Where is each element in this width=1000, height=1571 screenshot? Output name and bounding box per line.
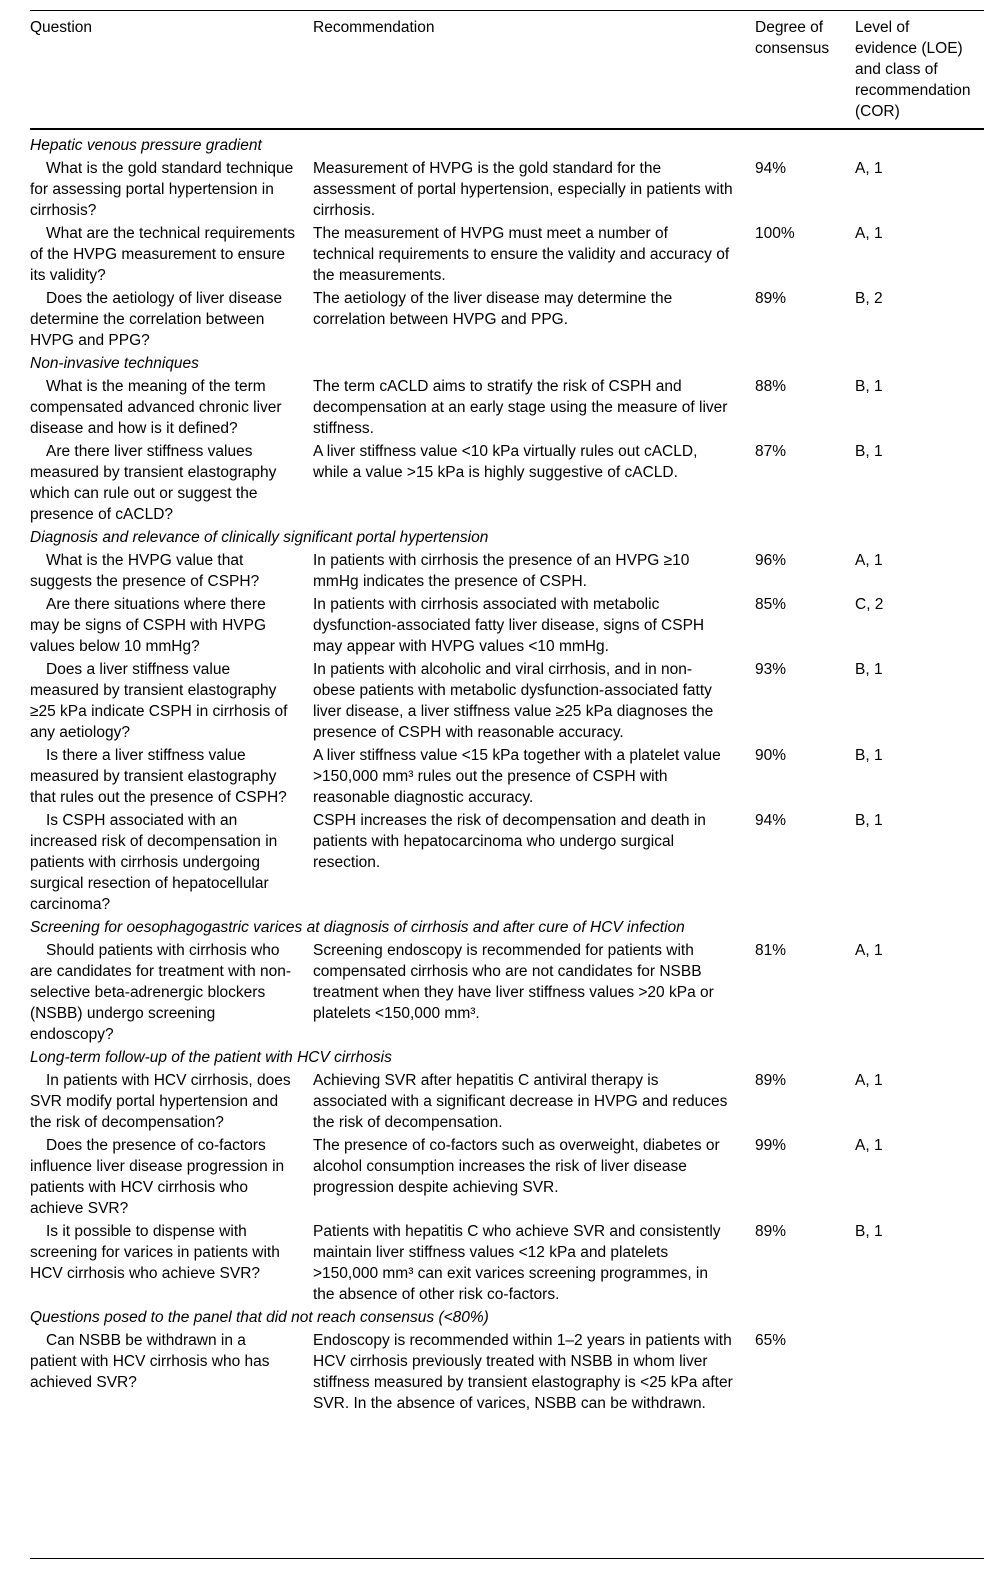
question-cell: Is it possible to dispense with screening for varices in patients with HCV cirrhosis who achieve SVR? <box>30 1223 280 1282</box>
recommendation-cell: In patients with cirrhosis the presence of an HVPG ≥10 mmHg indicates the presence of CSPH. <box>313 552 690 590</box>
table-row <box>30 1330 984 1414</box>
loe-cor-cell: A, 1 <box>855 225 883 242</box>
column-header-consensus: Degree of consensus <box>755 19 830 57</box>
question-cell: Can NSBB be withdrawn in a patient with HCV cirrhosis who has achieved SVR? <box>30 1332 270 1391</box>
loe-cor-cell: A, 1 <box>855 552 883 569</box>
question-cell: Are there situations where there may be signs of CSPH with HVPG values below 10 mmHg? <box>30 596 267 655</box>
loe-cor-cell: B, 1 <box>855 1223 883 1240</box>
consensus-table <box>30 10 984 1559</box>
loe-cor-cell: B, 1 <box>855 812 883 829</box>
table-row <box>30 940 984 1045</box>
consensus-cell: 93% <box>755 661 787 678</box>
consensus-cell: 94% <box>755 160 787 177</box>
table-row <box>30 1070 984 1133</box>
table-row <box>30 288 984 351</box>
loe-cor-cell: A, 1 <box>855 160 883 177</box>
table-row <box>30 659 984 743</box>
recommendation-cell: The measurement of HVPG must meet a number of technical requirements to ensure the validity and accuracy of the measurements. <box>313 225 730 284</box>
loe-cor-cell: B, 2 <box>855 290 883 307</box>
consensus-cell: 89% <box>755 1072 787 1089</box>
table-row <box>30 1221 984 1305</box>
section-header: Non-invasive techniques <box>30 355 199 372</box>
question-cell: Does the presence of co-factors influence liver disease progression in patients with HCV cirrhosis who achieve SVR? <box>30 1137 285 1217</box>
consensus-cell: 65% <box>755 1332 787 1349</box>
recommendation-cell: In patients with cirrhosis associated with metabolic dysfunction-associated fatty liver disease, signs of CSPH may appear with HVPG values <10 mmHg. <box>313 596 705 655</box>
table-row <box>30 745 984 808</box>
loe-cor-cell: C, 2 <box>855 596 884 613</box>
consensus-cell: 88% <box>755 378 787 395</box>
consensus-cell: 100% <box>755 225 795 242</box>
table-row <box>30 594 984 657</box>
recommendation-cell: Patients with hepatitis C who achieve SVR and consistently maintain liver stiffness values <12 kPa and platelets >150,000 mm³ can exit varices screening programmes, in the absence of other risk co-factors. <box>313 1223 721 1303</box>
recommendation-cell: The presence of co-factors such as overweight, diabetes or alcohol consumption increases the risk of liver disease progression despite achieving SVR. <box>313 1137 720 1196</box>
loe-cor-cell <box>855 1330 984 1414</box>
table-header-row <box>30 11 984 130</box>
recommendation-cell: A liver stiffness value <10 kPa virtually rules out cACLD, while a value >15 kPa is highly suggestive of cACLD. <box>313 443 698 481</box>
question-cell: Is CSPH associated with an increased risk of decompensation in patients with cirrhosis undergoing surgical resection of hepatocellular carcinoma? <box>30 812 278 913</box>
consensus-cell: 89% <box>755 1223 787 1240</box>
table-row <box>30 550 984 592</box>
column-header-recommendation: Recommendation <box>313 19 435 36</box>
question-cell: In patients with HCV cirrhosis, does SVR modify portal hypertension and the risk of decompensation? <box>30 1072 291 1131</box>
recommendation-cell: Measurement of HVPG is the gold standard for the assessment of portal hypertension, especially in patients with cirrhosis. <box>313 160 733 219</box>
consensus-cell: 94% <box>755 812 787 829</box>
recommendation-cell: A liver stiffness value <15 kPa together with a platelet value >150,000 mm³ rules out the presence of CSPH with reasonable diagnostic accuracy. <box>313 747 721 806</box>
table-row <box>30 376 984 439</box>
table-row <box>30 1135 984 1219</box>
section-header: Long-term follow-up of the patient with HCV cirrhosis <box>30 1049 392 1066</box>
recommendation-cell: Endoscopy is recommended within 1–2 years in patients with HCV cirrhosis previously treated with NSBB in whom liver stiffness measured by transient elastography is <25 kPa after SVR. In the absence of varices, NSBB can be withdrawn. <box>313 1332 733 1412</box>
section-header: Questions posed to the panel that did not reach consensus (<80%) <box>30 1309 489 1326</box>
loe-cor-cell: A, 1 <box>855 1072 883 1089</box>
column-header-loe-cor: Level of evidence (LOE) and class of recommendation (COR) <box>855 19 971 120</box>
recommendation-cell: The aetiology of the liver disease may determine the correlation between HVPG and PPG. <box>313 290 673 328</box>
table-row <box>30 223 984 286</box>
table-body <box>30 130 984 1414</box>
section-header: Hepatic venous pressure gradient <box>30 137 262 154</box>
consensus-cell: 99% <box>755 1137 787 1154</box>
question-cell: What is the HVPG value that suggests the presence of CSPH? <box>30 552 260 590</box>
question-cell: What are the technical requirements of the HVPG measurement to ensure its validity? <box>30 225 295 284</box>
question-cell: Should patients with cirrhosis who are candidates for treatment with non-selective beta-adrenergic blockers (NSBB) undergo screening endoscopy? <box>30 942 292 1043</box>
question-cell: Is there a liver stiffness value measured by transient elastography that rules out the presence of CSPH? <box>30 747 287 806</box>
consensus-cell: 96% <box>755 552 787 569</box>
consensus-cell: 81% <box>755 942 787 959</box>
table-row <box>30 158 984 221</box>
recommendation-cell: Screening endoscopy is recommended for patients with compensated cirrhosis who are not candidates for NSBB treatment when they have liver stiffness values >20 kPa or platelets <150,000 mm³. <box>313 942 714 1022</box>
loe-cor-cell: A, 1 <box>855 1137 883 1154</box>
section-header: Screening for oesophagogastric varices at diagnosis of cirrhosis and after cure of HCV infection <box>30 919 685 936</box>
question-cell: Does a liver stiffness value measured by transient elastography ≥25 kPa indicate CSPH in cirrhosis of any aetiology? <box>30 661 288 741</box>
table-row <box>30 810 984 915</box>
consensus-cell: 85% <box>755 596 787 613</box>
consensus-cell: 90% <box>755 747 787 764</box>
loe-cor-cell: B, 1 <box>855 747 883 764</box>
recommendation-cell: CSPH increases the risk of decompensation and death in patients with hepatocarcinoma who undergo surgical resection. <box>313 812 706 871</box>
loe-cor-cell: B, 1 <box>855 443 883 460</box>
question-cell: Does the aetiology of liver disease determine the correlation between HVPG and PPG? <box>30 290 283 349</box>
recommendation-cell: Achieving SVR after hepatitis C antiviral therapy is associated with a significant decrease in HVPG and reduces the risk of decompensation. <box>313 1072 728 1131</box>
recommendation-cell: In patients with alcoholic and viral cirrhosis, and in non-obese patients with metabolic dysfunction-associated fatty liver disease, a liver stiffness value ≥25 kPa diagnoses the presence of CSPH with reasonable accuracy. <box>313 661 714 741</box>
question-cell: Are there liver stiffness values measured by transient elastography which can rule out or suggest the presence of cACLD? <box>30 443 277 523</box>
table-row <box>30 441 984 525</box>
consensus-cell: 87% <box>755 443 787 460</box>
question-cell: What is the meaning of the term compensated advanced chronic liver disease and how is it defined? <box>30 378 282 437</box>
recommendation-cell: The term cACLD aims to stratify the risk of CSPH and decompensation at an early stage using the measure of liver stiffness. <box>313 378 728 437</box>
consensus-cell: 89% <box>755 290 787 307</box>
loe-cor-cell: B, 1 <box>855 378 883 395</box>
loe-cor-cell: A, 1 <box>855 942 883 959</box>
section-header: Diagnosis and relevance of clinically significant portal hypertension <box>30 529 489 546</box>
column-header-question: Question <box>30 19 93 36</box>
loe-cor-cell: B, 1 <box>855 661 883 678</box>
question-cell: What is the gold standard technique for assessing portal hypertension in cirrhosis? <box>30 160 294 219</box>
